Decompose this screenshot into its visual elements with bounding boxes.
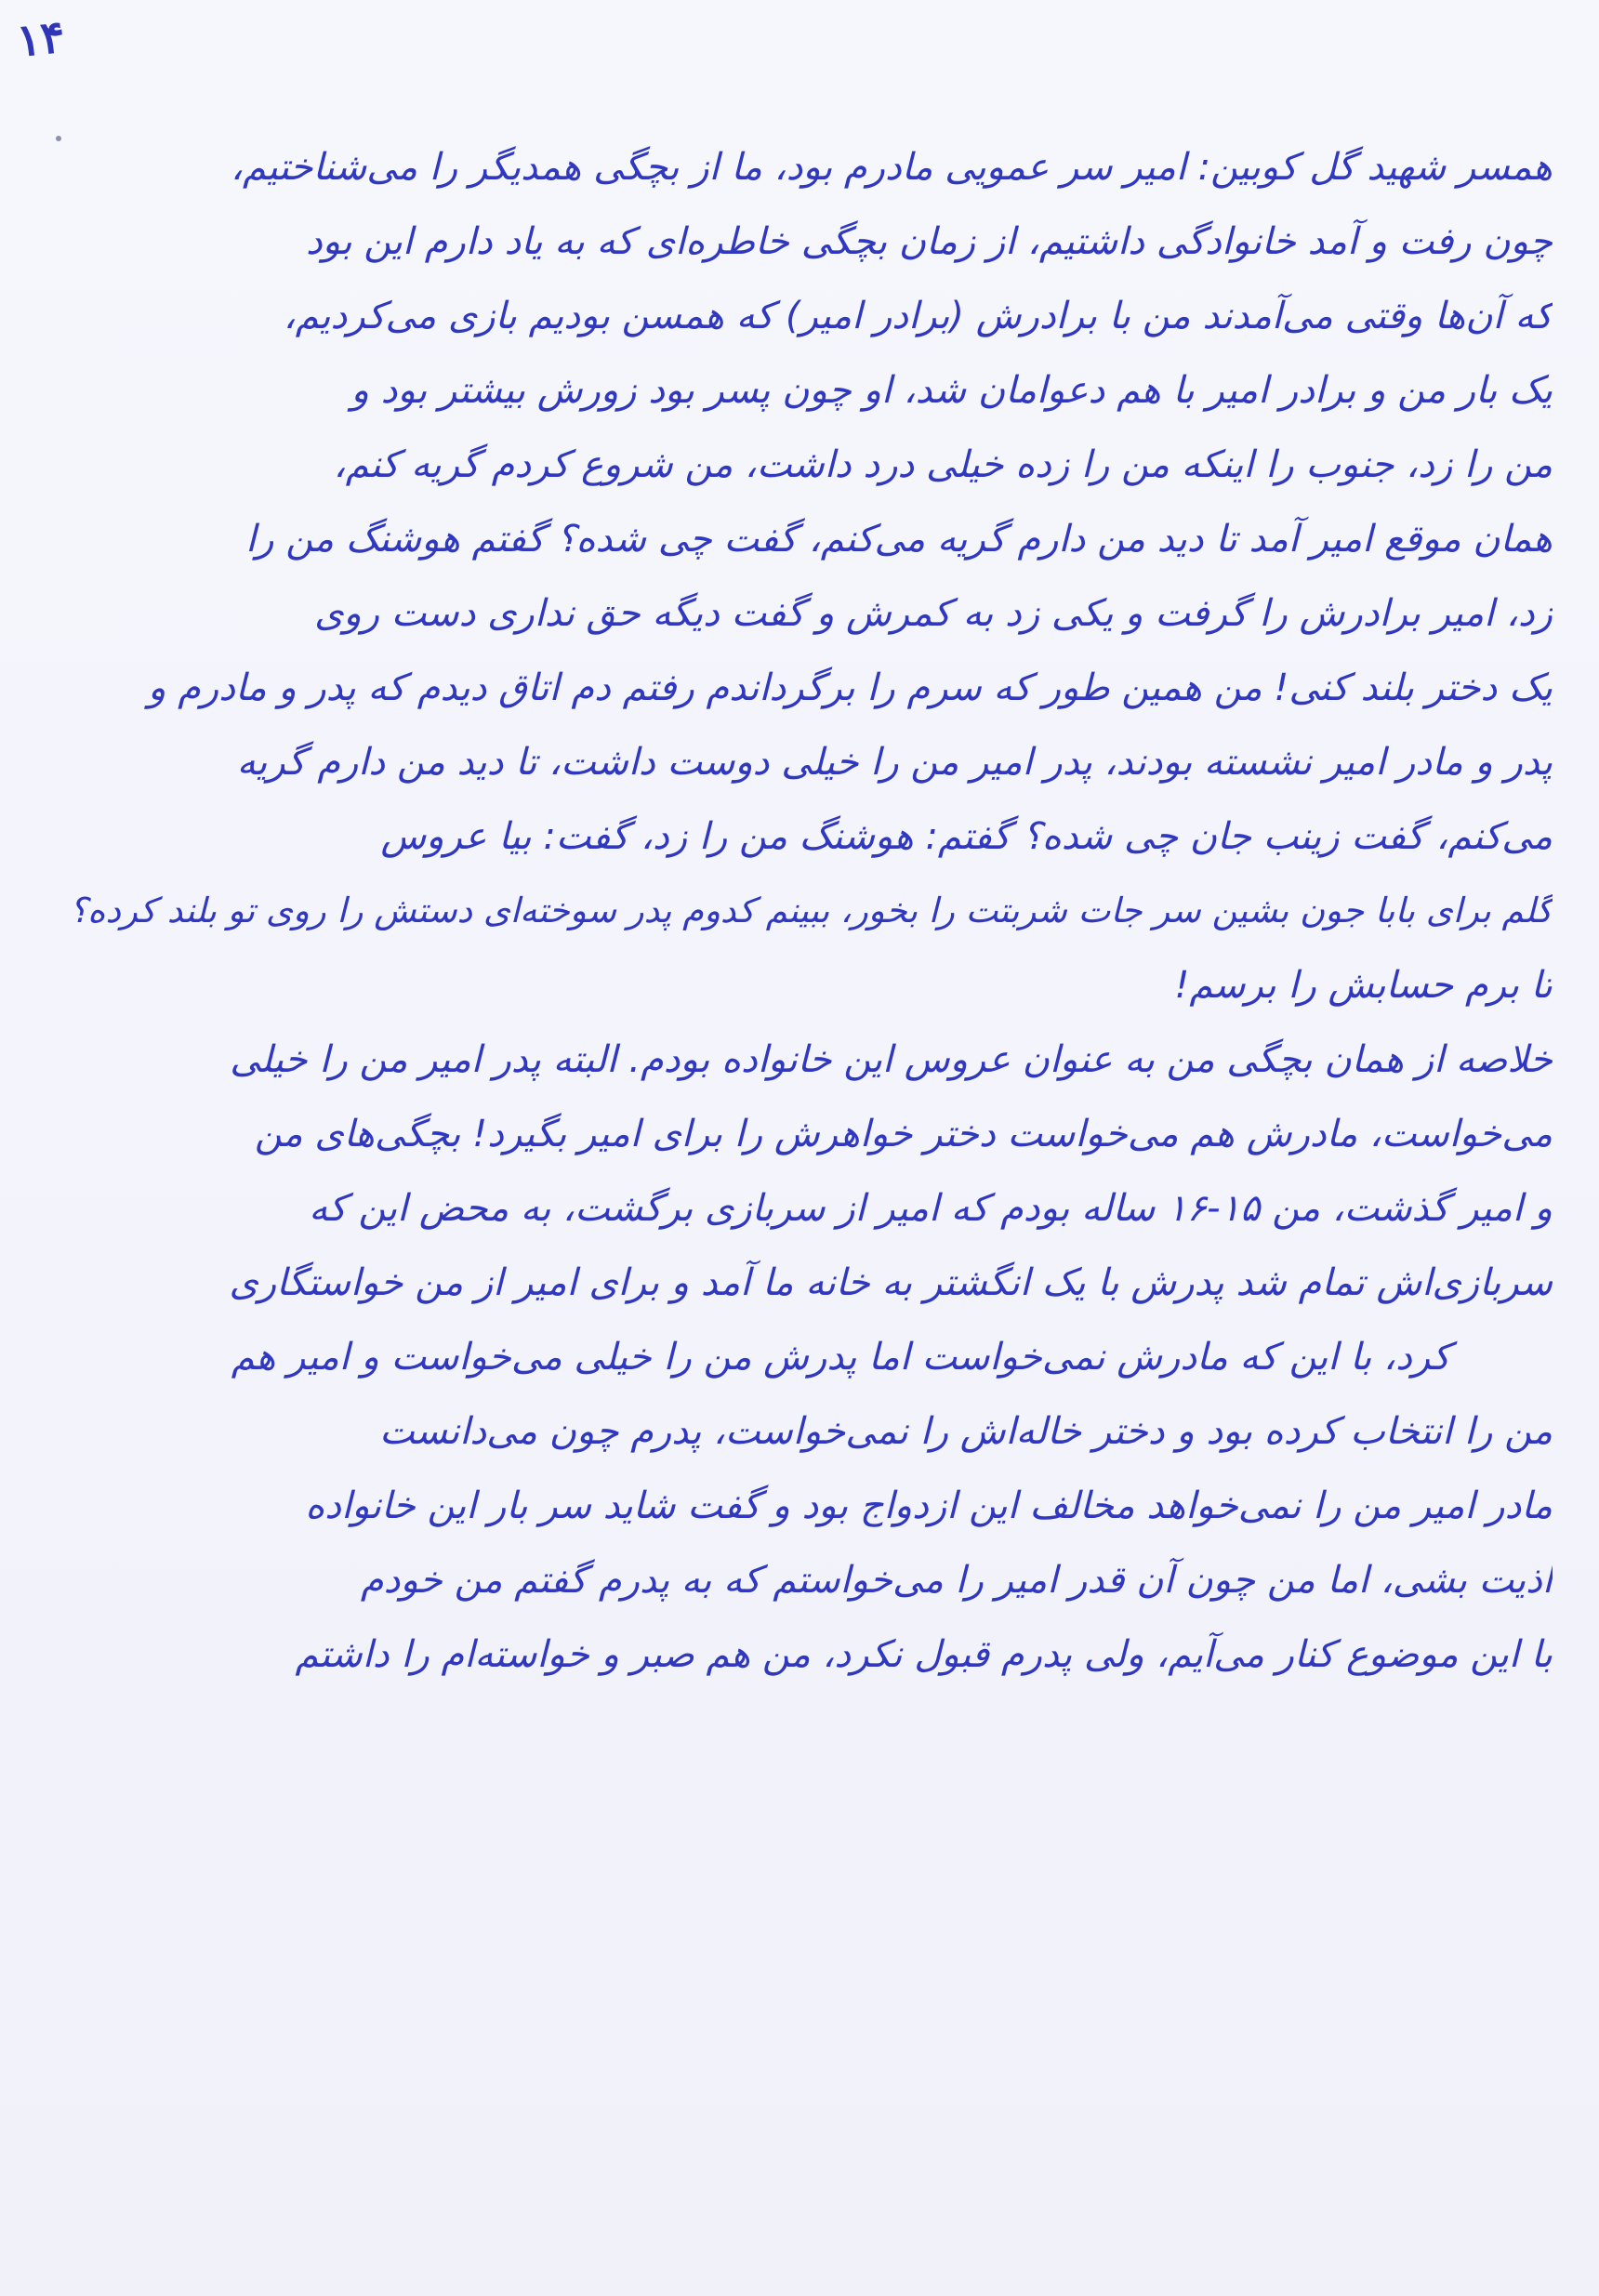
text-line: تا برم حسابش را برسم! xyxy=(1174,964,1553,1007)
text-line: اذیت بشی، اما من چون آن قدر امیر را می‌خواستم که به پدرم گفتم من خودم xyxy=(360,1559,1553,1602)
text-line: سربازی‌اش تمام شد پدرش با یک انگشتر به خانه ما آمد و برای امیر از من خواستگاری xyxy=(229,1261,1553,1304)
text-line: من را زد، جنوب را اینکه من را زده خیلی درد داشت، من شروع کردم گریه کنم، xyxy=(333,443,1553,486)
text-line: و امیر گذشت، من ۱۵-۱۶ ساله بودم که امیر از سربازی برگشت، به محض این که xyxy=(309,1187,1553,1230)
text-line: پدر و مادر امیر نشسته بودند، پدر امیر من را خیلی دوست داشت، تا دید من دارم گریه xyxy=(236,741,1553,784)
handwritten-text-body xyxy=(46,130,1553,2212)
text-line: می‌خواست، مادرش هم می‌خواست دختر خواهرش را برای امیر بگیرد! بچگی‌های من xyxy=(254,1113,1553,1155)
text-line: خلاصه از همان بچگی من به عنوان عروس این خانواده بودم. البته پدر امیر من را خیلی xyxy=(230,1038,1553,1081)
page-number: ۱۴ xyxy=(14,10,68,68)
text-line: من را انتخاب کرده بود و دختر خاله‌اش را نمی‌خواست، پدرم چون می‌دانست xyxy=(379,1410,1553,1453)
text-line: مادر امیر من را نمی‌خواهد مخالف این ازدواج بود و گفت شاید سر بار این خانواده xyxy=(305,1484,1553,1527)
text-line: همسر شهید گل کوبین: امیر سر عمویی مادرم بود، ما از بچگی همدیگر را می‌شناختیم، xyxy=(231,146,1553,189)
text-line: چون رفت و آمد خانوادگی داشتیم، از زمان بچگی خاطره‌ای که به یاد دارم این بود xyxy=(305,220,1553,263)
text-line: با این موضوع کنار می‌آیم، ولی پدرم قبول نکرد، من هم صبر و خواسته‌ام را داشتم xyxy=(295,1633,1553,1676)
text-line: گلم برای بابا جون بشین سر جات شربتت را بخور، ببینم کدوم پدر سوخته‌ای دستش را روی تو بلند کرده؟ xyxy=(69,891,1553,930)
text-line: یک بار من و برادر امیر با هم دعوامان شد، او چون پسر بود زورش بیشتر بود و xyxy=(350,369,1553,412)
text-line: یک دختر بلند کنی! من همین طور که سرم را برگرداندم رفتم دم اتاق دیدم که پدر و مادرم و xyxy=(148,666,1553,709)
text-line: همان موقع امیر آمد تا دید من دارم گریه می‌کنم، گفت چی شده؟ گفتم هوشنگ من را xyxy=(245,518,1553,561)
text-line: که آن‌ها وقتی می‌آمدند من با برادرش (برادر امیر) که همسن بودیم بازی می‌کردیم، xyxy=(283,295,1553,337)
text-line: می‌کنم، گفت زینب جان چی شده؟ گفتم: هوشنگ من را زد، گفت: بیا عروس xyxy=(380,815,1553,858)
text-line: زد، امیر برادرش را گرفت و یکی زد به کمرش و گفت دیگه حق نداری دست روی xyxy=(314,592,1553,635)
text-line: کرد، با این که مادرش نمی‌خواست اما پدرش من را خیلی می‌خواست و امیر هم xyxy=(231,1336,1450,1379)
